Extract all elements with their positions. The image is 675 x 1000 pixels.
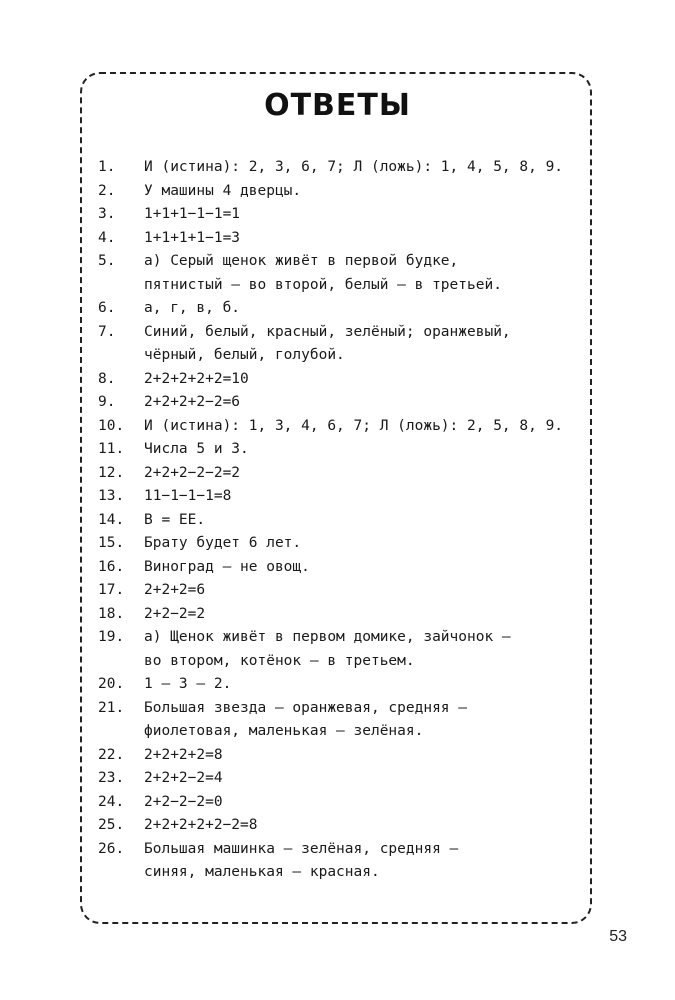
answer-number — [98, 650, 144, 674]
answer-number: 24. — [98, 793, 125, 810]
answer-line — [98, 720, 578, 744]
answer-number: 16. — [98, 558, 125, 575]
answer-line — [98, 767, 578, 791]
answer-number: 1. — [98, 159, 116, 175]
answer-line — [98, 626, 578, 650]
answer-text: Большая звезда — оранжевая, средняя — — [144, 699, 468, 716]
answer-number: 9. — [98, 394, 116, 410]
answer-line — [98, 438, 578, 462]
answer-line — [98, 297, 578, 321]
answer-number: 4. — [98, 229, 116, 246]
answer-text: 11−1−1−1=8 — [144, 488, 232, 504]
answer-line — [98, 603, 578, 627]
answer-number: 17. — [98, 582, 125, 598]
answer-number — [98, 720, 144, 744]
answer-line — [98, 391, 578, 415]
answer-text: 2+2−2=2 — [144, 605, 206, 622]
answer-line — [98, 838, 578, 862]
answer-number: 23. — [98, 770, 125, 786]
answer-text: синяя, маленькая — красная. — [144, 864, 380, 880]
answer-number: 13. — [98, 488, 125, 504]
answer-text: Синий, белый, красный, зелёный; оранжевый, — [144, 323, 511, 340]
answer-number: 5. — [98, 253, 116, 269]
answer-line — [98, 579, 578, 603]
answer-text: чёрный, белый, голубой. — [144, 347, 345, 363]
answer-number: 7. — [98, 323, 116, 340]
answer-line — [98, 156, 578, 180]
answer-text: 1+1+1+1−1=3 — [144, 229, 241, 246]
answer-line — [98, 673, 578, 697]
answer-line — [98, 250, 578, 274]
answer-text: 2+2+2=6 — [144, 582, 206, 598]
answer-number: 21. — [98, 699, 125, 716]
answer-text: пятнистый — во второй, белый — в третьей. — [144, 276, 502, 293]
answer-text: а) Серый щенок живёт в первой будке, — [144, 253, 459, 269]
answer-text: Виноград — не овощ. — [144, 558, 310, 575]
answer-text: И (истина): 2, 3, 6, 7; Л (ложь): 1, 4, 5, 8, 9. — [144, 159, 564, 175]
answer-line — [98, 791, 578, 815]
answer-number: 26. — [98, 840, 125, 857]
answer-text: 2+2+2+2=8 — [144, 746, 223, 763]
answer-line — [98, 532, 578, 556]
answer-number: 15. — [98, 535, 125, 551]
answer-number: 2. — [98, 182, 116, 199]
answer-text: 2+2+2+2+2−2=8 — [144, 817, 258, 833]
answer-number: 22. — [98, 746, 125, 763]
answer-number: 8. — [98, 370, 116, 387]
answer-line — [98, 415, 578, 439]
answer-line — [98, 368, 578, 392]
answer-line — [98, 697, 578, 721]
answer-number — [98, 344, 144, 368]
answer-line — [98, 556, 578, 580]
answer-text: 2+2−2−2=0 — [144, 793, 223, 810]
answer-line — [98, 744, 578, 768]
answer-text: Большая машинка — зелёная, средняя — — [144, 840, 459, 857]
answer-line — [98, 861, 578, 885]
answer-line — [98, 509, 578, 533]
answer-text: Брату будет 6 лет. — [144, 535, 302, 551]
answer-number: 20. — [98, 676, 125, 692]
answer-text: 2+2+2+2−2=6 — [144, 394, 241, 410]
answer-text: 1+1+1−1−1=1 — [144, 206, 241, 222]
answer-line — [98, 180, 578, 204]
answer-text: во втором, котёнок — в третьем. — [144, 652, 415, 669]
answer-line — [98, 462, 578, 486]
answer-line — [98, 321, 578, 345]
answer-text: 2+2+2+2+2=10 — [144, 370, 249, 387]
answer-number: 12. — [98, 464, 125, 481]
answer-text: 2+2+2−2−2=2 — [144, 464, 241, 481]
answer-number: 19. — [98, 629, 125, 645]
answer-line — [98, 485, 578, 509]
answer-text: а, г, в, б. — [144, 300, 241, 316]
answer-text: фиолетовая, маленькая — зелёная. — [144, 723, 424, 739]
answer-number: 25. — [98, 817, 125, 833]
page-number: 53 — [609, 928, 627, 945]
answer-line — [98, 274, 578, 298]
answer-number — [98, 861, 144, 885]
answer-number: 14. — [98, 511, 125, 528]
answer-text: а) Щенок живёт в первом домике, зайчонок — — [144, 629, 511, 645]
answer-number: 18. — [98, 605, 125, 622]
answer-text: 2+2+2−2=4 — [144, 770, 223, 786]
page-title: ОТВЕТЫ — [264, 88, 411, 123]
answer-number: 6. — [98, 300, 116, 316]
answer-line — [98, 227, 578, 251]
answer-number — [98, 274, 144, 298]
answer-line — [98, 814, 578, 838]
answer-line — [98, 203, 578, 227]
answer-line — [98, 344, 578, 368]
answer-text: В = ЕЕ. — [144, 511, 206, 528]
answer-number: 3. — [98, 206, 116, 222]
answer-text: И (истина): 1, 3, 4, 6, 7; Л (ложь): 2, 5, 8, 9. — [144, 417, 564, 434]
answer-text: У машины 4 дверцы. — [144, 182, 302, 199]
answer-text: Числа 5 и 3. — [144, 441, 249, 457]
answer-number: 10. — [98, 417, 125, 434]
answers-list — [98, 156, 578, 885]
answer-line — [98, 650, 578, 674]
answer-text: 1 — 3 — 2. — [144, 676, 232, 692]
answer-number: 11. — [98, 441, 125, 457]
